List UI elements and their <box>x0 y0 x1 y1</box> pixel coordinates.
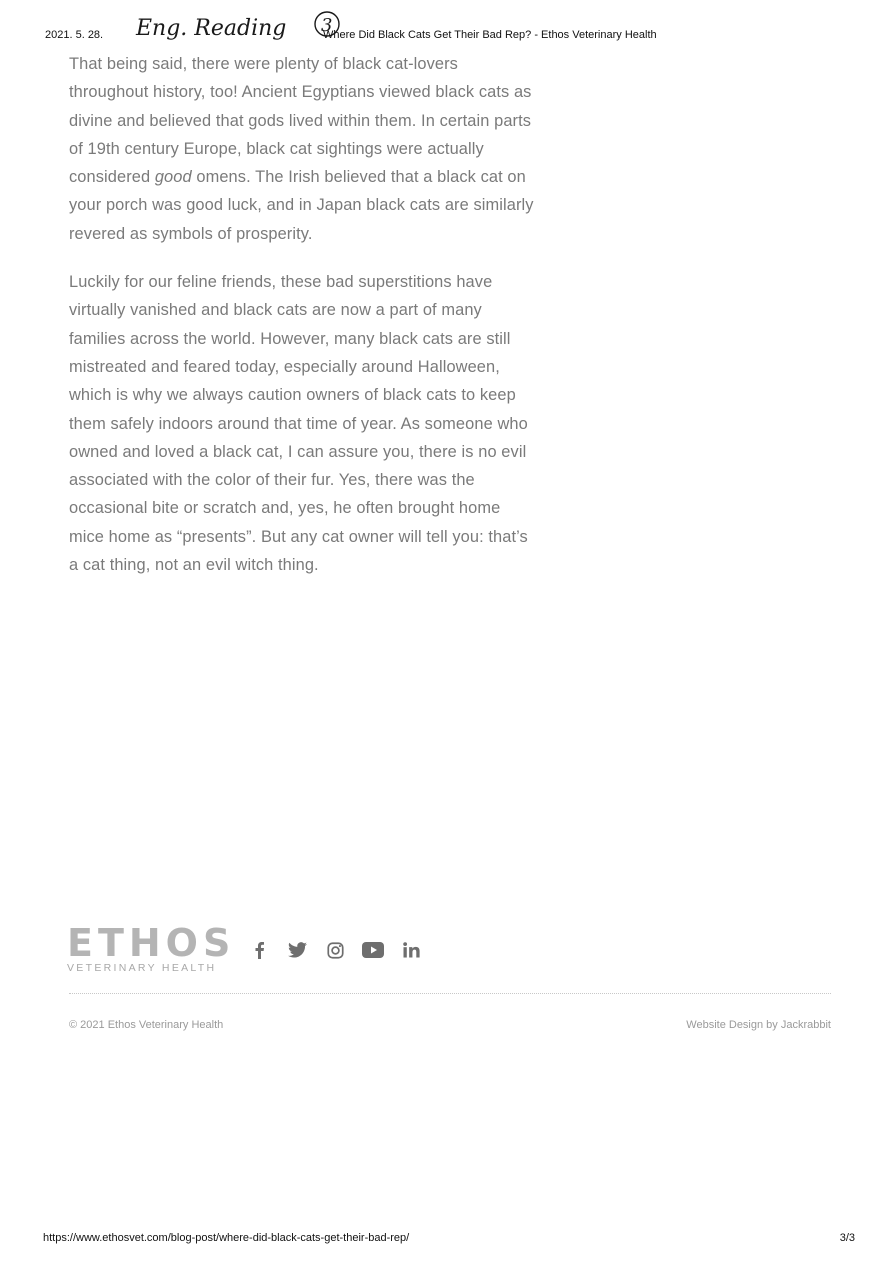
jackrabbit-link[interactable]: Jackrabbit <box>780 1019 831 1031</box>
print-url: https://www.ethosvet.com/blog-post/where-did-black-cats-get-their-bad-rep/ <box>43 1232 410 1244</box>
print-page-title: Where Did Black Cats Get Their Bad Rep? - Ethos Veterinary Health <box>323 29 657 41</box>
ethos-logo[interactable] <box>67 921 236 974</box>
print-date: 2021. 5. 28. <box>45 29 104 41</box>
handwritten-number: 3 <box>321 15 333 36</box>
social-links <box>248 939 422 961</box>
instagram-link[interactable] <box>324 939 346 961</box>
logo-wordmark: ETHOS <box>67 921 236 965</box>
credit-prefix: Website Design by <box>686 1019 781 1031</box>
handwritten-annotation <box>132 8 352 48</box>
instagram-icon <box>327 942 344 959</box>
article-body <box>69 50 539 599</box>
article-paragraph-1 <box>69 50 539 248</box>
paragraph-1-emphasis: good <box>154 168 192 187</box>
twitter-link[interactable] <box>286 939 308 961</box>
footer-divider <box>69 993 831 994</box>
design-credit <box>686 1019 831 1031</box>
handwritten-note: Eng. Reading <box>136 16 287 41</box>
twitter-icon <box>288 942 307 958</box>
linkedin-link[interactable] <box>400 939 422 961</box>
copyright-text: © 2021 Ethos Veterinary Health <box>69 1019 224 1031</box>
paragraph-1-before: That being said, there were plenty of black cat-lovers throughout history, too! Ancient Egyptians viewed black cats as divine and believed that gods lived within them. In certain parts of 19th century Europe, black cat sightings were actually considered <box>69 55 532 187</box>
youtube-icon <box>362 942 384 958</box>
youtube-link[interactable] <box>362 939 384 961</box>
logo-subtitle: VETERINARY HEALTH <box>67 962 217 974</box>
print-page-number: 3/3 <box>839 1232 855 1244</box>
paragraph-1-after: omens. The Irish believed that a black cat on your porch was good luck, and in Japan black cats are similarly revered as symbols of prosperity. <box>69 168 534 243</box>
facebook-icon <box>253 941 265 959</box>
article-paragraph-2: Luckily for our feline friends, these bad superstitions have virtually vanished and black cats are now a part of many families across the world. However, many black cats are still mistreated and feared today, especially around Halloween, which is why we always caution owners of black cats to keep them safely indoors around that time of year. As someone who owned and loved a black cat, I can assure you, there is no evil associated with the color of their fur. Yes, there was the occasional bite or scratch and, yes, he often brought home mice home as “presents”. But any cat owner will tell you: that’s a cat thing, not an evil witch thing. <box>69 273 528 575</box>
facebook-link[interactable] <box>248 939 270 961</box>
linkedin-icon <box>403 942 420 958</box>
